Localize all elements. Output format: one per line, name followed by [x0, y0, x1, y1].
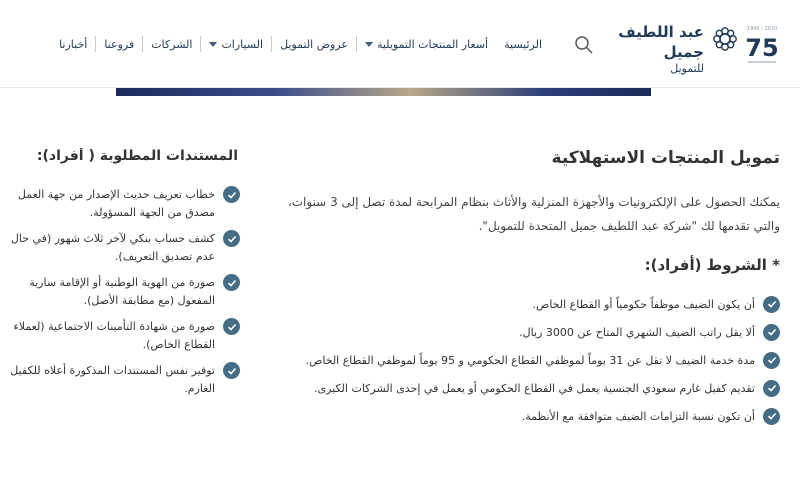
page-title: تمويل المنتجات الاستهلاكية [551, 148, 780, 168]
main-nav [51, 36, 550, 52]
product-section [250, 148, 780, 430]
svg-text:75: 75 [745, 34, 779, 62]
anniversary-logo[interactable] [742, 22, 782, 66]
brand-name: عبد اللطيف جميل [618, 23, 704, 61]
check-circle-icon [763, 380, 780, 397]
check-circle-icon [223, 186, 240, 203]
list-item: كشف حساب بنكي لآخر ثلاث شهور (في حال عدم تصديق التعريف). [0, 230, 240, 274]
nav-item-news[interactable]: أخبارنا [59, 37, 88, 51]
list-item: صورة من شهادة التأمينات الاجتماعية (لعملاء القطاع الخاص). [0, 318, 240, 362]
nav-item-offers[interactable]: عروض التمويل [280, 37, 348, 51]
documents-list [0, 186, 240, 406]
brand-mark-icon [712, 26, 738, 52]
list-item: خطاب تعريف حديث الإصدار من جهة العمل مصدق من الجهة المسؤولة. [0, 186, 240, 230]
list-item: تقديم كفيل غارم سعودي الجنسية يعمل في القطاع الحكومي أو يعمل في إحدى الشركات الكبرى. [250, 374, 780, 402]
nav-divider [356, 36, 357, 52]
required-documents-section [0, 148, 240, 406]
conditions-heading: * الشروط (أفراد): [644, 256, 780, 274]
check-circle-icon [223, 230, 240, 247]
svg-text:1945 - 2020: 1945 - 2020 [746, 26, 778, 32]
brand-logo[interactable] [594, 22, 704, 76]
check-circle-icon [763, 352, 780, 369]
list-item: أن يكون الضيف موظفاً حكومياً أو القطاع الخاص. [250, 290, 780, 318]
check-circle-icon [763, 296, 780, 313]
brand-subtitle: للتمويل [670, 62, 704, 75]
nav-item-home[interactable]: الرئيسية [504, 37, 542, 51]
check-circle-icon [763, 408, 780, 425]
nav-divider [200, 36, 201, 52]
intro-text: يمكنك الحصول على الإلكترونيات والأجهزة المنزلية والأثاث بنظام المرابحة لمدة تصل إلى 3 سنوات، والتي تقدمها لك "شركة عبد اللطيف جميل المتحدة للتمويل". [287, 195, 780, 233]
check-circle-icon [223, 362, 240, 379]
hero-banner-image [116, 88, 651, 96]
list-item: توفير نفس المستندات المذكورة أعلاه للكفيل الغارم. [0, 362, 240, 406]
site-header [0, 0, 800, 88]
chevron-down-icon [209, 42, 217, 47]
check-circle-icon [763, 324, 780, 341]
list-item: صورة من الهوية الوطنية أو الإقامة سارية المفعول (مع مطابقة الأصل). [0, 274, 240, 318]
nav-item-branches[interactable]: فروعنا [104, 37, 135, 51]
check-circle-icon [223, 274, 240, 291]
list-item: مدة خدمة الضيف لا تقل عن 31 يوماً لموظفي القطاع الحكومي و 95 يوماً لموظفي القطاع الخاص. [250, 346, 780, 374]
check-circle-icon [223, 318, 240, 335]
nav-divider [142, 36, 143, 52]
nav-item-companies[interactable]: الشركات [151, 37, 193, 51]
nav-divider [95, 36, 96, 52]
chevron-down-icon [365, 42, 373, 47]
search-icon[interactable] [573, 34, 595, 56]
list-item: ألا يقل راتب الضيف الشهري المتاح عن 3000 ريال. [250, 318, 780, 346]
nav-item-cars[interactable]: السيارات [201, 38, 271, 51]
nav-item-finance-prices[interactable]: أسعار المنتجات التمويلية [357, 38, 496, 51]
documents-heading: المستندات المطلوبة ( أفراد): [36, 148, 238, 164]
nav-divider [271, 36, 272, 52]
conditions-list [250, 290, 780, 430]
list-item: أن تكون نسبة التزامات الضيف متوافقة مع الأنظمة. [250, 402, 780, 430]
